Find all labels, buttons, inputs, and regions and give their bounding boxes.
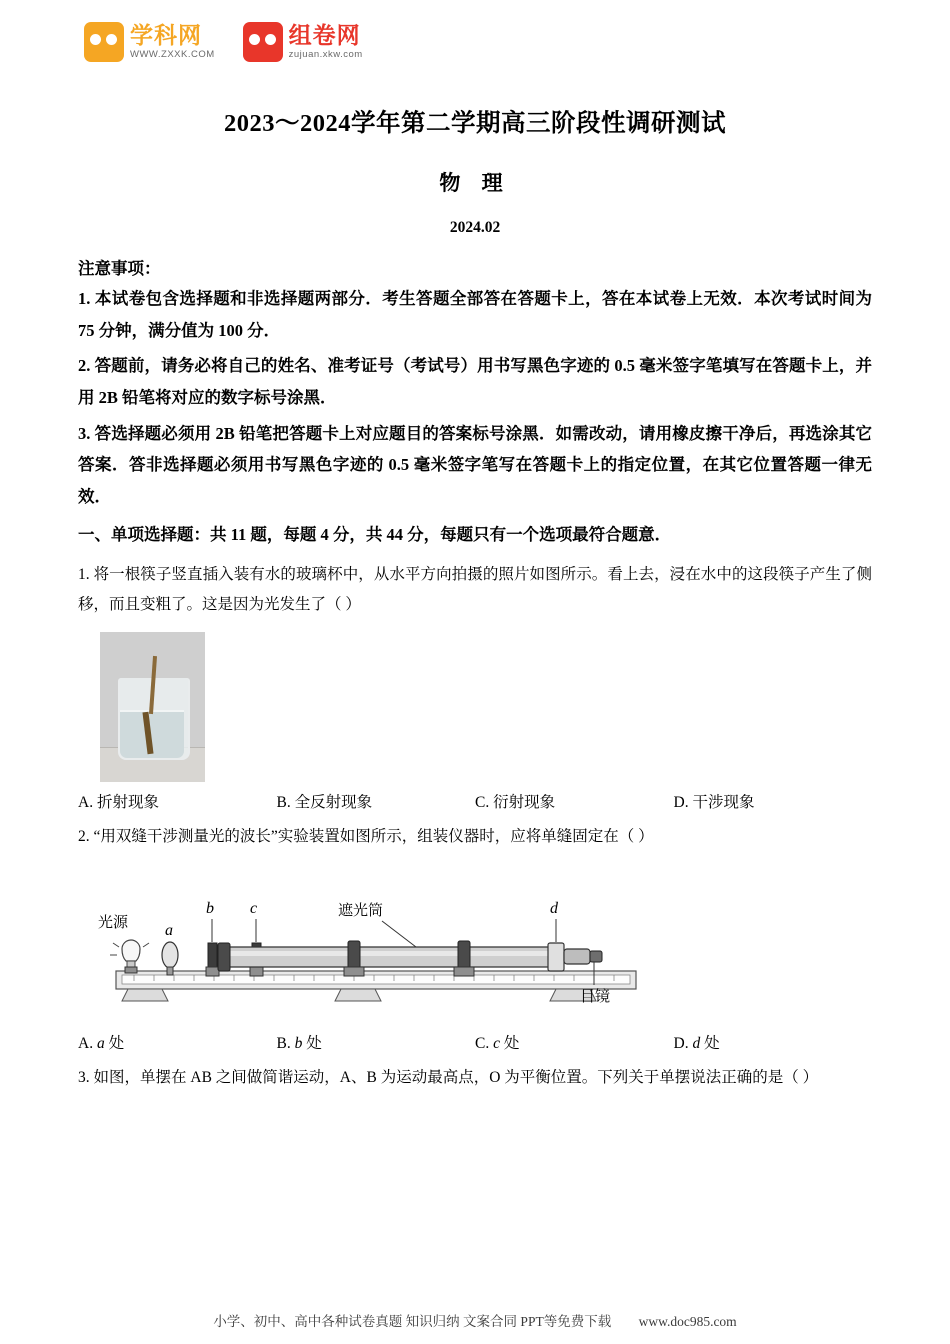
option-a[interactable]: A. 折射现象: [78, 794, 159, 812]
option-a[interactable]: A. a 处: [78, 1034, 125, 1052]
optical-bench-diagram: [86, 863, 746, 1023]
question-2-stem: [78, 822, 872, 852]
xueke-logo: [84, 22, 215, 62]
label-d: d: [550, 899, 558, 917]
section-heading: 一、单项选择题：共 11 题，每题 4 分，共 44 分，每题只有一个选项最符合题意．: [78, 524, 672, 544]
option-c[interactable]: C. c 处: [475, 1034, 520, 1052]
glass-of-water-photo: [100, 632, 205, 782]
page-title: 2023～2024学年第二学期高三阶段性调研测试: [224, 110, 726, 137]
option-d[interactable]: D. 干涉现象: [673, 794, 755, 812]
footer-text: 小学、初中、高中各种试卷真题 知识归纳 文案合同 PPT等免费下载: [213, 1314, 612, 1329]
logo-row: [84, 14, 872, 70]
label-eyepiece: 目镜: [580, 988, 611, 1005]
question-2-options: [78, 1031, 872, 1053]
label-light-source: 光源: [98, 914, 129, 931]
question-3-text: 如图，单摆在 AB 之间做简谐运动，A、B 为运动最高点，O 为平衡位置。下列关于单摆说法正确的是（ ）: [93, 1068, 819, 1086]
xueke-logo-name: 学科网: [130, 22, 202, 49]
zujuan-logo-url: zujuan.xkw.com: [288, 49, 363, 61]
zujuan-logo: [243, 22, 363, 62]
notice-item-1: 1. 本试卷包含选择题和非选择题两部分．考生答题全部答在答题卡上，答在本试卷上无效．本次考试时间为 75 分钟，满分值为 100 分．: [78, 289, 872, 340]
zujuan-logo-name: 组卷网: [288, 22, 361, 49]
xueke-logo-icon: [84, 22, 124, 62]
notice-item-2: 2. 答题前，请务必将自己的姓名、准考证号（考试号）用书写黑色字迹的 0.5 毫米签字笔填写在答题卡上，并用 2B 铅笔将对应的数字标号涂黑．: [78, 356, 872, 408]
notice-item-3: 3. 答选择题必须用 2B 铅笔把答题卡上对应题目的答案标号涂黑．如需改动，请用橡皮擦干净后，再选涂其它答案．答非选择题必须用书写黑色字迹的 0.5 毫米签字笔写在答题卡上的指定位置，在其它位置答题一律无效．: [78, 423, 872, 507]
question-2-figure: [86, 863, 872, 1023]
label-a: a: [165, 921, 173, 939]
subject-title: 物 理: [439, 171, 511, 195]
zujuan-logo-icon: [243, 22, 283, 62]
option-d[interactable]: D. d 处: [673, 1034, 720, 1052]
xueke-logo-url: WWW.ZXXK.COM: [130, 49, 215, 61]
option-b[interactable]: B. 全反射现象: [276, 794, 373, 812]
label-light-shield-tube: 遮光筒: [338, 902, 384, 919]
question-2-text: “用双缝干涉测量光的波长”实验装置如图所示，组装仪器时，应将单缝固定在（ ）: [93, 828, 654, 846]
label-b: b: [206, 899, 214, 917]
question-2-number: 2.: [78, 828, 90, 846]
question-1-text: 将一根筷子竖直插入装有水的玻璃杯中，从水平方向拍摄的照片如图所示。看上去，浸在水中的这段筷子产生了侧移，而且变粗了。这是因为光发生了（ ）: [78, 566, 872, 614]
footer: [0, 1310, 950, 1330]
question-3-number: 3.: [78, 1068, 90, 1086]
question-1-figure: [100, 632, 872, 782]
notice-title: 注意事项：: [78, 259, 161, 278]
exam-date: 2024.02: [449, 219, 501, 236]
question-1-number: 1.: [78, 566, 90, 584]
question-3-stem: [78, 1063, 872, 1093]
label-c: c: [250, 899, 258, 917]
option-c[interactable]: C. 衍射现象: [475, 794, 556, 812]
question-1-options: [78, 790, 872, 812]
footer-site: www.doc985.com: [638, 1314, 737, 1329]
question-1-stem: [78, 560, 872, 620]
option-b[interactable]: B. b 处: [276, 1034, 322, 1052]
